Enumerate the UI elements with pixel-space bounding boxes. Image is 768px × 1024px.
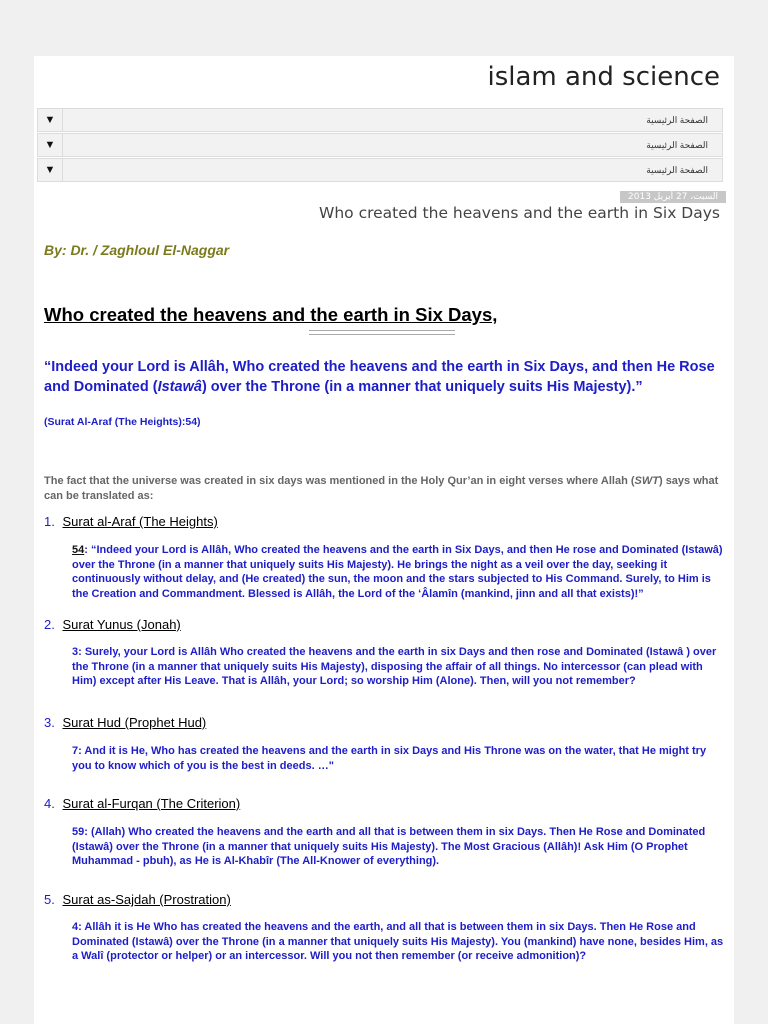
list-item-title (44, 514, 218, 529)
intro-italic: SWT (634, 475, 659, 487)
quote-text: ) over the Throne (in a manner that uniquely suits His Majesty).” (201, 378, 643, 395)
blog-title[interactable]: islam and science (487, 62, 720, 92)
dropdown-arrow-icon[interactable]: ▼ (38, 134, 63, 156)
article-heading: Who created the heavens and the earth in Six Days, (44, 304, 498, 325)
list-item-title (44, 892, 231, 907)
verse-text: 59: (Allah) Who created the heavens and the earth and all that is between them in six Days. Then He Rose and Dominated (Istawâ) over the Throne (in a manner that uniquely suits His Majesty). The Most Gracious (Allâh)! Ask Him (O Prophet Muhammad - pbuh), as He is Al-Khabîr (The All-Knower of everything). (72, 826, 706, 867)
verse-text: 4: Allâh it is He Who has created the heavens and the earth, and all that is between them in six Days. Then He Rose and Dominated (Istawâ) over the Throne (in a manner that uniquely suits His Majesty). You (mankind) have none, besides Him, as a Walî (protector or helper) or an intercessor. Will you not then remember (or receive admonition)? (72, 921, 724, 962)
surah-name: Surat al-Araf (The Heights) (62, 514, 218, 529)
list-number: 2. (44, 617, 55, 632)
surah-name: Surat Yunus (Jonah) (62, 617, 181, 632)
nav-row[interactable] (37, 158, 723, 182)
list-number: 4. (44, 796, 55, 811)
surah-name: Surat as-Sajdah (Prostration) (62, 892, 231, 907)
quote-reference: (Surat Al-Araf (The Heights):54) (44, 416, 201, 428)
list-number: 1. (44, 514, 55, 529)
quote-italic: Istawâ (157, 378, 202, 395)
list-number: 5. (44, 892, 55, 907)
verse-text (72, 543, 726, 601)
opening-quote (44, 358, 724, 397)
divider (309, 330, 455, 335)
verse-text: 7: And it is He, Who has created the heavens and the earth in six Days and His Throne was on the water, that He might try you to know which of you is the best in deeds. …" (72, 745, 707, 772)
dropdown-arrow-icon[interactable]: ▼ (38, 109, 63, 131)
nav-home-link[interactable]: الصفحة الرئيسية (646, 139, 708, 150)
nav-row[interactable] (37, 108, 723, 132)
intro-text: ) says what can be translated as: (44, 475, 719, 502)
surah-name: Surat Hud (Prophet Hud) (62, 715, 207, 730)
list-item-title (44, 715, 206, 730)
post-title[interactable]: Who created the heavens and the earth in Six Days (319, 204, 720, 222)
surah-name: Surat al-Furqan (The Criterion) (62, 796, 241, 811)
verse-body: : “Indeed your Lord is Allâh, Who created the heavens and the earth in Six Days, and then He rose and Dominated (Istawâ) over the Throne (in a manner that uniquely suits His Majesty). He brings the night as a veil over the day, seeking it continuously without delay, and (He created) the sun, the moon and the stars subjected to His Command. Surely, to Him is the Creation and Commandment. Blessed is Allâh, the Lord of the ‘Âlamîn (mankind, jinn and all that exists)!” (72, 544, 723, 600)
nav-home-link[interactable]: الصفحة الرئيسية (646, 164, 708, 175)
nav-home-link[interactable]: الصفحة الرئيسية (646, 114, 708, 125)
page-content (34, 56, 734, 1024)
author-byline: By: Dr. / Zaghloul El-Naggar (44, 242, 230, 258)
verse-text: 3: Surely, your Lord is Allâh Who created the heavens and the earth in six Days and then rose and Dominated (Istawâ ) over the Throne (in a manner that uniquely suits His Majesty), disposing the affair of all things. No intercessor (can plead with Him) except after His Leave. That is Allâh, your Lord; so worship Him (Alone). Then, will you not remember? (72, 646, 717, 687)
dropdown-arrow-icon[interactable]: ▼ (38, 159, 63, 181)
intro-text: The fact that the universe was created in six days was mentioned in the Holy Qur’an in eight verses where Allah ( (44, 475, 635, 487)
intro-paragraph (44, 474, 726, 504)
list-item-title (44, 617, 181, 632)
nav-menu (37, 108, 723, 183)
verse-number-link[interactable]: 54 (72, 544, 85, 556)
quote-text: “Indeed your Lord is Allâh, Who created the heavens and the earth in Six Days, and then He Rose and Dominated ( (44, 359, 715, 395)
list-item-title (44, 796, 240, 811)
list-number: 3. (44, 715, 55, 730)
nav-row[interactable] (37, 133, 723, 157)
post-date: السبت، 27 أبريل 2013 (620, 191, 726, 203)
